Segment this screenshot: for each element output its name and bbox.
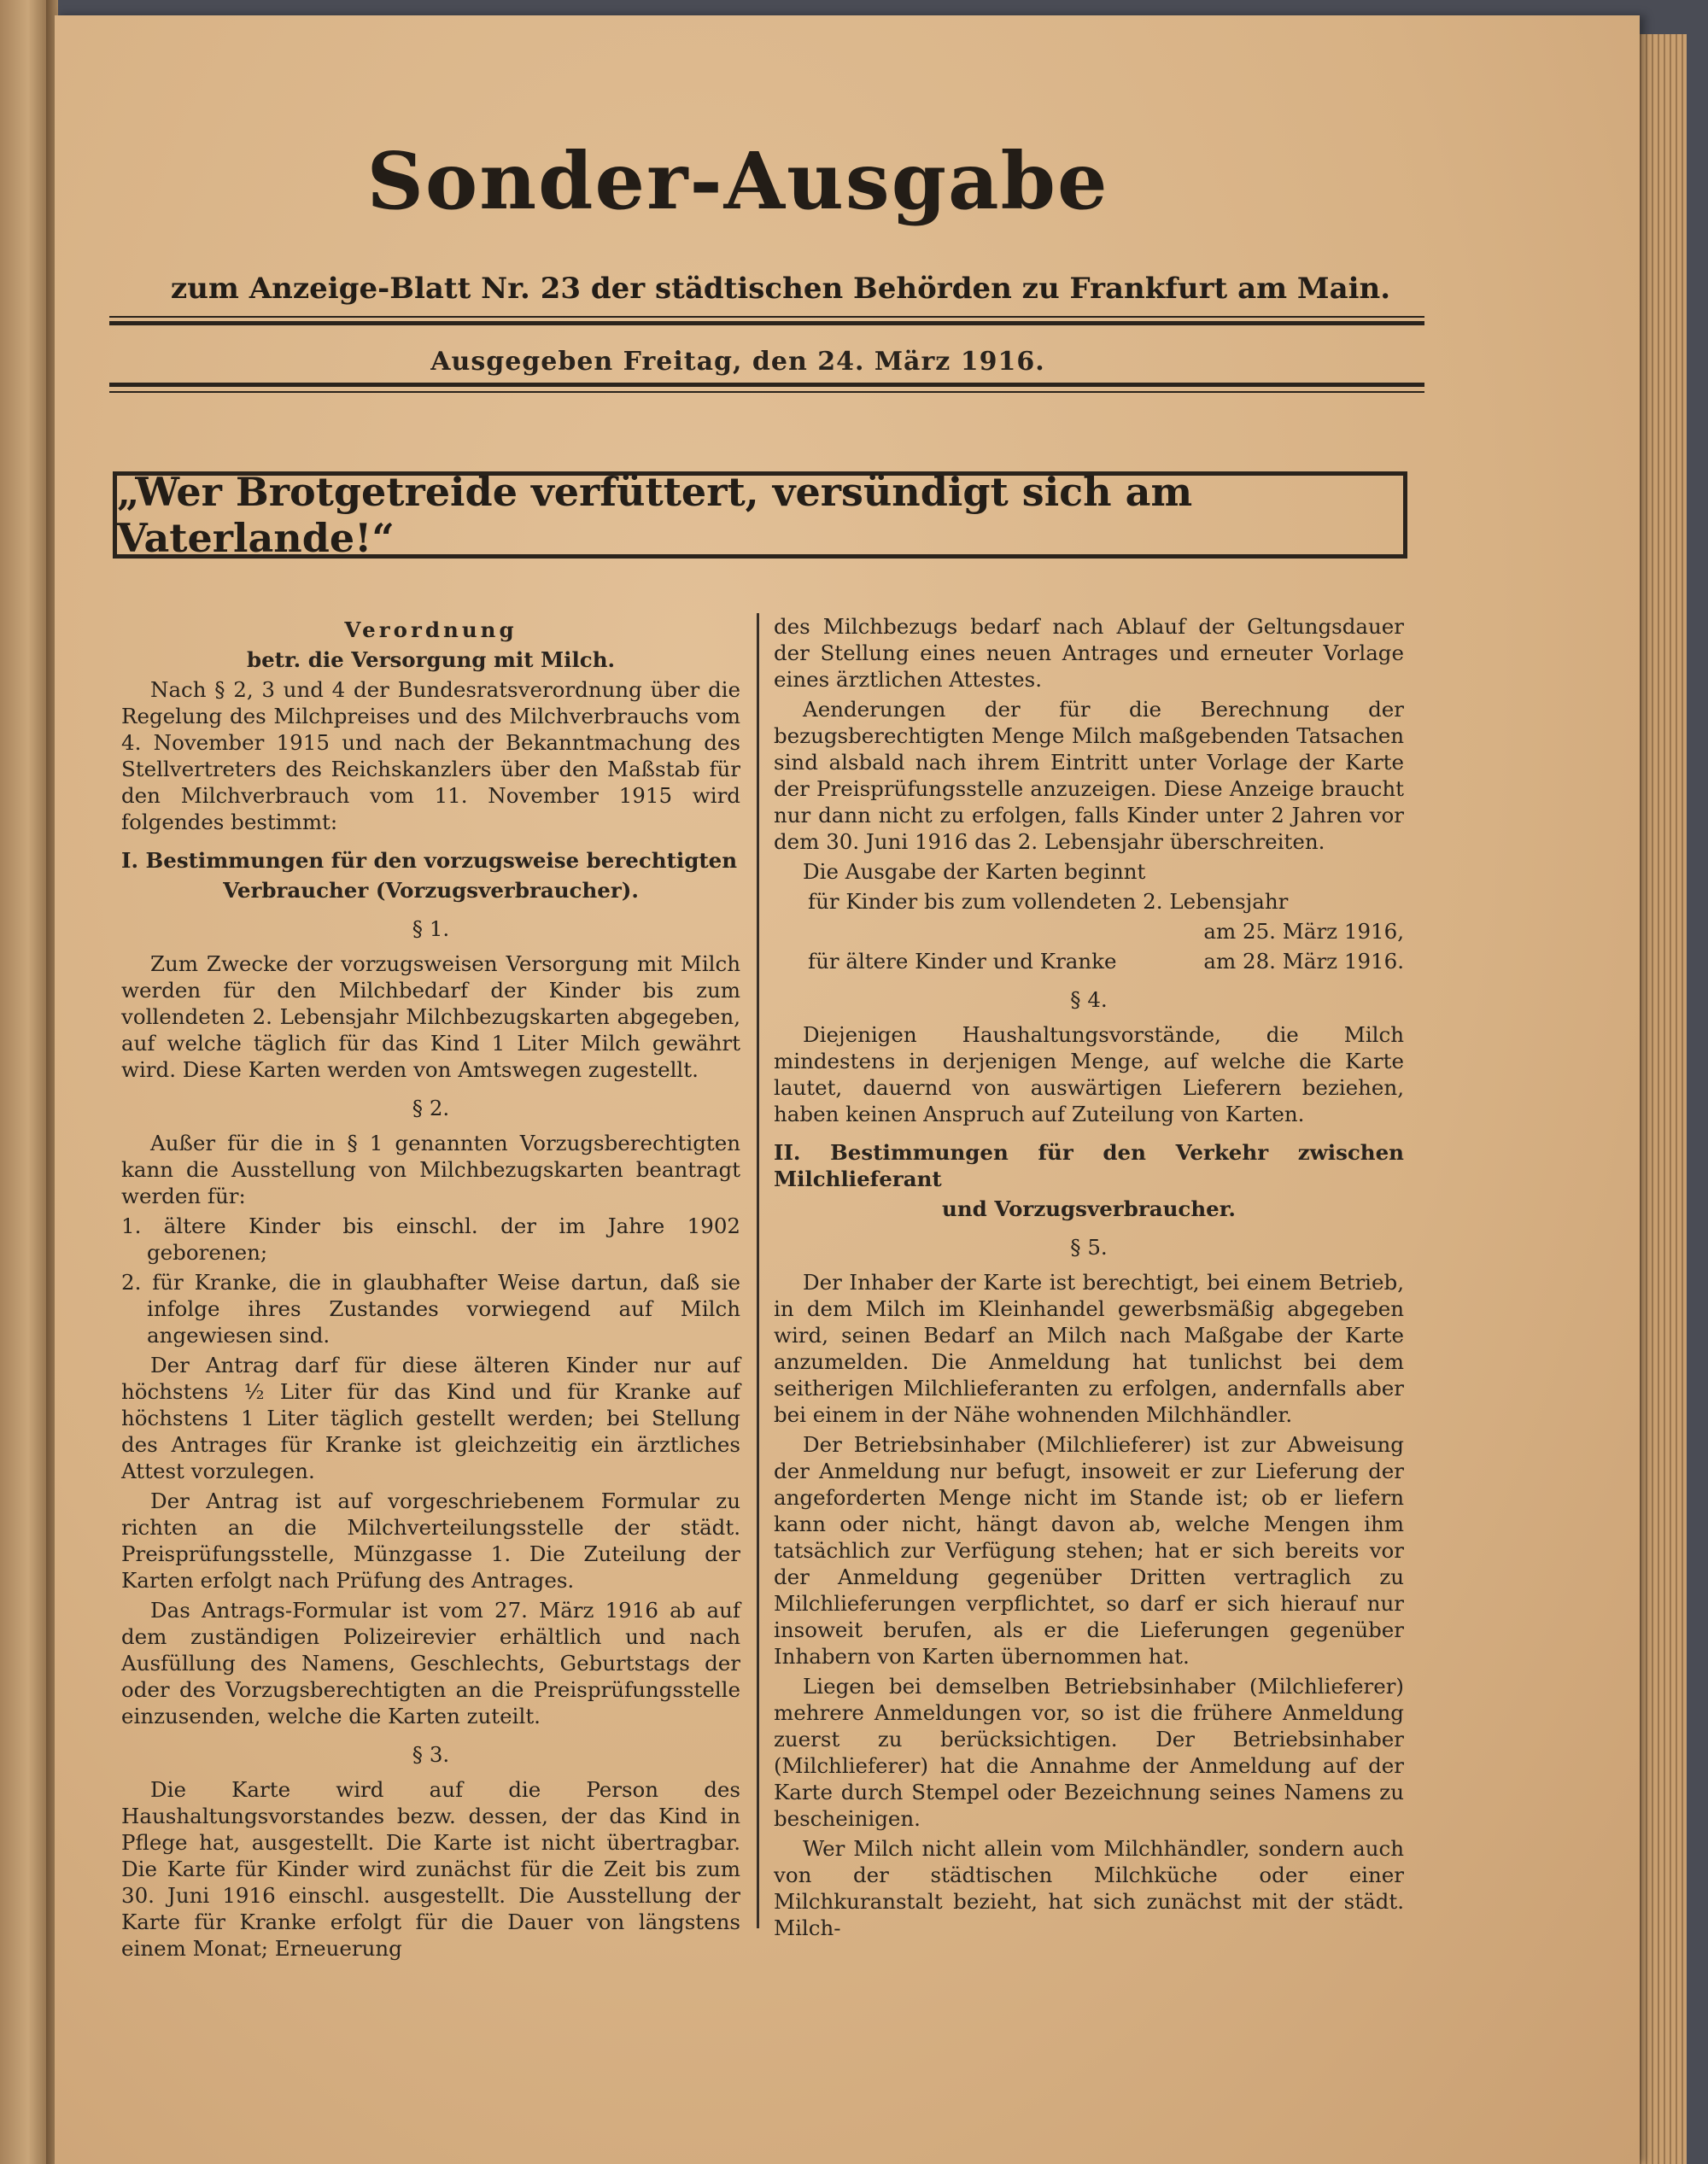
ordinance-heading: Verordnung [344, 617, 518, 642]
section-2-paragraph-2: Der Antrag darf für diese älteren Kinder nur auf höchstens ½ Liter für das Kind und für Kranke auf höchstens 1 Liter täglich gestellt werden; bei Stellung des Antrages für Kranke ist gleichzeitig ein ärztliches Attest vorzulegen. [121, 1353, 740, 1483]
section-2-paragraph-3: Der Antrag ist auf vorgeschriebenem Formular zu richten an die Milchverteilungsstelle der städt. Preisprüfungsstelle, Münzgasse 1. Die Zuteilung der Karten erfolgt nach Prüfung des Antrages. [121, 1488, 740, 1593]
part1-title-b: Verbraucher (Vorzugsverbraucher). [223, 878, 639, 903]
section-4-text: Diejenigen Haushaltungsvorstände, die Milch mindestens in derjenigen Menge, auf welche die Karte lautet, dauernd von auswärtigen Lieferern beziehen, haben keinen Anspruch auf Zuteilung von Karten. [774, 1022, 1404, 1126]
newspaper-page [55, 15, 1640, 2164]
part2-title-b: und Vorzugsverbraucher. [942, 1196, 1236, 1221]
distribution-children-label: für Kinder bis zum vollendeten 2. Lebensjahr [808, 889, 1289, 914]
section-5-paragraph-1: Der Inhaber der Karte ist berechtigt, bei einem Betrieb, in dem Milch im Kleinhandel gewerbsmäßig abgegeben wird, seinen Bedarf an Milch nach Maßgabe der Karte anzumelden. Die Anmeldung hat tunlichst bei dem seitherigen Milchlieferanten zu erfolgen, andernfalls aber bei einem in der Nähe wohnenden Milchhändler. [774, 1270, 1404, 1427]
motto-box [113, 471, 1407, 559]
section-5-paragraph-4: Wer Milch nicht allein vom Milchhändler, sondern auch von der städtischen Milchküche oder einer Milchkuranstalt bezieht, hat sich zunächst mit der städt. Milch- [774, 1836, 1404, 1940]
rule-bottom-thick [109, 383, 1424, 387]
facing-page-edge [0, 0, 51, 2164]
ordinance-intro: Nach § 2, 3 und 4 der Bundesratsverordnung über die Regelung des Milchpreises und des Milchverbrauchs vom 4. November 1915 und nach der Bekanntmachung des Stellvertreters des Reichskanzlers über den Maßstab für den Milchverbrauch vom 11. November 1915 wird folgendes bestimmt: [121, 677, 740, 834]
rule-top-thin [109, 316, 1424, 318]
masthead-title: Sonder-Ausgabe [366, 135, 1109, 227]
section-3-label: § 3. [412, 1742, 450, 1767]
section-2-item-2: 2. für Kranke, die in glaubhafter Weise dartun, daß sie infolge ihres Zustandes vorwiegend auf Milch angewiesen sind. [121, 1270, 740, 1348]
section-2-item-1: 1. ältere Kinder bis einschl. der im Jahre 1902 geborenen; [121, 1214, 740, 1265]
distribution-others-label: für ältere Kinder und Kranke [808, 949, 1117, 974]
issue-date: Ausgegeben Freitag, den 24. März 1916. [430, 347, 1045, 377]
section-3-text: Die Karte wird auf die Person des Haushaltungsvorstandes bezw. dessen, der das Kind in Pflege hat, ausgestellt. Die Karte ist nicht übertragbar. Die Karte für Kinder wird zunächst für die Zeit bis zum 30. Juni 1916 einschl. ausgestellt. Die Ausstellung der Karte für Kranke erfolgt für die Dauer von längstens einem Monat; Erneuerung [121, 1777, 740, 1961]
distribution-children-date: am 25. März 1916, [1203, 919, 1404, 944]
distribution-others-date: am 28. März 1916. [1203, 949, 1404, 974]
distribution-intro: Die Ausgabe der Karten beginnt [803, 859, 1146, 884]
rule-bottom-thin [109, 391, 1424, 393]
right-column [774, 613, 1404, 1945]
left-column [121, 613, 740, 1965]
section-5-label: § 5. [1070, 1235, 1108, 1260]
section-2-intro: Außer für die in § 1 genannten Vorzugsberechtigten kann die Ausstellung von Milchbezugskarten beantragt werden für: [121, 1131, 740, 1208]
rule-top-thick [109, 321, 1424, 325]
changes-paragraph: Aenderungen der für die Berechnung der bezugsberechtigten Menge Milch maßgebenden Tatsachen sind alsbald nach ihrem Eintritt unter Vorlage der Karte der Preisprüfungsstelle anzuzeigen. Diese Anzeige braucht nur dann nicht zu erfolgen, falls Kinder unter 2 Jahren vor dem 30. Juni 1916 das 2. Lebensjahr überschreiten. [774, 697, 1404, 854]
motto-text: „Wer Brotgetreide verfüttert, versündigt sich am Vaterlande!“ [117, 469, 1193, 561]
column-divider [757, 613, 759, 1928]
section-5-paragraph-2: Der Betriebsinhaber (Milchlieferer) ist zur Abweisung der Anmeldung nur befugt, insoweit er zur Lieferung der angeforderten Menge nicht im Stande ist; ob er liefern kann oder nicht, hängt davon ab, welche Mengen ihm tatsächlich zur Verfügung stehen; hat er sich bereits vor der Anmeldung gegenüber Dritten vertraglich zu Milchlieferungen verpflichtet, so darf er sich hierauf nur insoweit berufen, als er die Lieferungen gegenüber Inhabern von Karten übernommen hat. [774, 1432, 1404, 1669]
section-1-text: Zum Zwecke der vorzugsweisen Versorgung mit Milch werden für den Milchbedarf der Kinder bis zum vollendeten 2. Lebensjahr Milchbezugskarten abgegeben, auf welche täglich für das Kind 1 Liter Milch gewährt wird. Diese Karten werden von Amtswegen zugestellt. [121, 951, 740, 1082]
section-2-paragraph-4: Das Antrags-Formular ist vom 27. März 1916 ab auf dem zuständigen Polizeirevier erhältlich und nach Ausfüllung des Namens, Geschlechts, Geburtstags der oder des Vorzugsberechtigten an die Preisprüfungsstelle einzusenden, welche die Karten zuteilt. [121, 1598, 740, 1728]
part2-title-a: II. Bestimmungen für den Verkehr zwischen Milchlieferant [774, 1140, 1404, 1191]
ordinance-subheading: betr. die Versorgung mit Milch. [246, 647, 616, 672]
continuation-text: des Milchbezugs bedarf nach Ablauf der Geltungsdauer der Stellung eines neuen Antrages und erneuter Vorlage eines ärztlichen Attestes. [774, 614, 1404, 692]
distribution-others-row [774, 948, 1404, 974]
part1-title-a: I. Bestimmungen für den vorzugsweise berechtigten [121, 848, 738, 873]
section-1-label: § 1. [412, 916, 450, 941]
section-4-label: § 4. [1070, 987, 1108, 1012]
section-2-label: § 2. [412, 1096, 450, 1120]
masthead-subtitle: zum Anzeige-Blatt Nr. 23 der städtischen Behörden zu Frankfurt am Main. [170, 272, 1391, 306]
section-5-paragraph-3: Liegen bei demselben Betriebsinhaber (Milchlieferer) mehrere Anmeldungen vor, so ist die frühere Anmeldung zuerst zu berücksichtigen. Der Betriebsinhaber (Milchlieferer) hat die Annahme der Anmeldung auf der Karte durch Stempel oder Bezeichnung seines Namens zu bescheinigen. [774, 1674, 1404, 1831]
